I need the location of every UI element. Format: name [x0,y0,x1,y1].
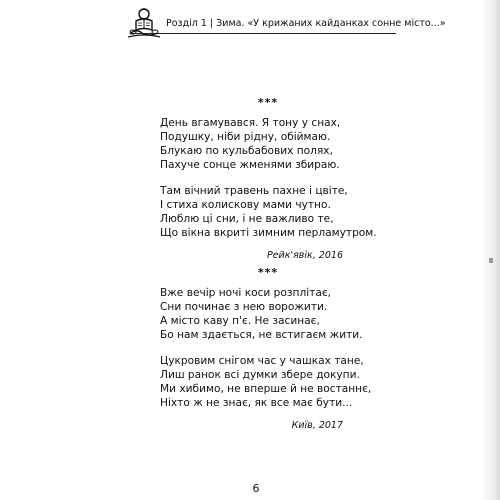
verse-line: Сни починає з нею ворожити. [160,301,328,313]
stanza [160,184,390,240]
verse-line: Блукаю по кульбабових полях, [160,145,333,157]
verse-line: Бо нам здається, не встигаєм жити. [160,329,363,341]
page-edge-shadow [482,0,500,500]
poem-separator: *** [257,96,279,109]
poem-1 [160,96,390,261]
page-edge-mark [489,258,493,263]
stanza [160,116,390,172]
verse-line: Подушку, ніби рідну, обіймаю. [160,131,331,143]
stanza [160,354,390,410]
poem-signature: Київ, 2017 [291,420,343,431]
poem-2 [160,266,390,431]
verse-line: Цукровим снігом час у чашках тане, [160,355,364,367]
verse-line: Лиш ранок всі думки збере докупи. [160,369,360,381]
verse-line: Люблю ці сни, і не важливо те, [160,213,334,225]
reading-figure-logo-icon [124,6,164,40]
verse-line: Вже вечір ночі коси розплітає, [160,287,332,299]
running-header: Розділ 1 | Зима. «У крижаних кайданках сонне місто...» [166,18,446,29]
verse-line: І стиха колискову мами чутно. [160,199,331,211]
page-header [0,0,500,44]
poem-separator: *** [257,266,279,279]
stanza [160,286,390,342]
verse-line: Ніхто ж не знає, як все має бути... [160,397,353,409]
verse-line: Ми хибимо, не вперше й не востаннє, [160,383,372,395]
header-divider [132,33,396,34]
verse-line: Пахуче сонце жменями збираю. [160,159,340,171]
page-number: 6 [252,482,260,495]
verse-line: Там вічний травень пахне і цвіте, [160,185,348,197]
verse-line: День вгамувався. Я тону у снах, [160,117,341,129]
verse-line: Що вікна вкриті зимним перламутром. [160,227,377,239]
poem-signature: Рейк'явік, 2016 [266,250,343,261]
verse-line: А місто каву п'є. Не засинає, [160,315,320,327]
